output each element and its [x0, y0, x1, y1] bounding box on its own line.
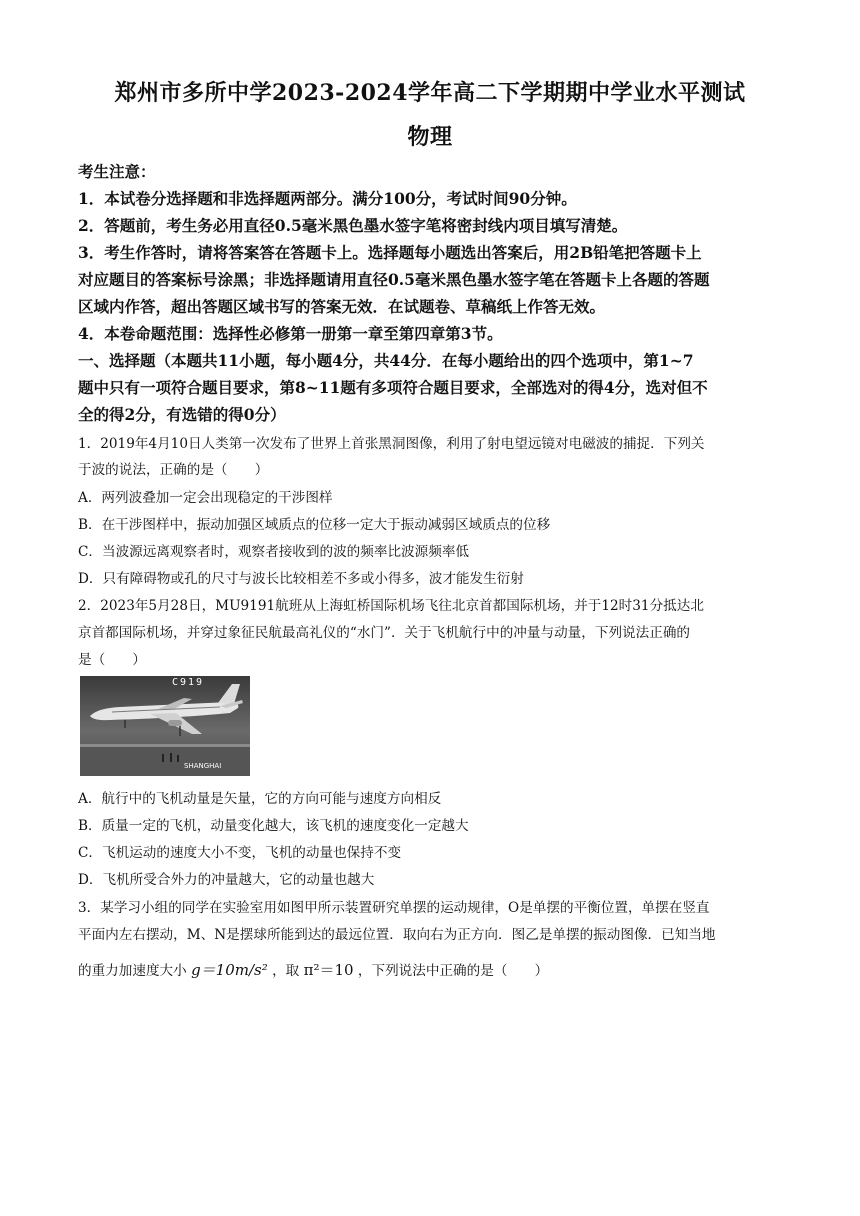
q3-text-c: ，下列说法中正确的是（ ） — [357, 963, 549, 979]
q1-stem-line: 于波的说法，正确的是（ ） — [78, 462, 269, 478]
q2-option-b: B．质量一定的飞机，动量变化越大，该飞机的速度变化一定越大 — [78, 818, 469, 834]
q3-stem-line: 3．某学习小组的同学在实验室用如图甲所示装置研究单摆的运动规律，O是单摆的平衡位置，单摆在竖直 — [78, 900, 710, 916]
q1-option-a: A．两列波叠加一定会出现稳定的干涉图样 — [78, 490, 333, 506]
notice-line: 区域内作答，超出答题区域书写的答案无效．在试题卷、草稿纸上作答无效。 — [78, 297, 606, 316]
q2-option-a: A．航行中的飞机动量是矢量，它的方向可能与速度方向相反 — [78, 791, 442, 807]
gravity-formula: g＝10m/s² — [191, 961, 268, 979]
notice-line: 4．本卷命题范围：选择性必修第一册第一章至第四章第3节。 — [78, 324, 503, 343]
section-heading-line: 题中只有一项符合题目要求，第8~11题有多项符合题目要求，全部选对的得4分，选对但不 — [78, 378, 708, 397]
q1-option-b: B．在干涉图样中，振动加强区域质点的位移一定大于振动减弱区域质点的位移 — [78, 517, 551, 533]
notice-line: 2．答题前，考生务必用直径0.5毫米黑色墨水签字笔将密封线内项目填写清楚。 — [78, 216, 628, 235]
notice-line: 对应题目的答案标号涂黑；非选择题请用直径0.5毫米黑色墨水签字笔在答题卡上各题的答题 — [78, 270, 710, 289]
section-heading-line: 全的得2分，有选错的得0分） — [78, 405, 286, 424]
q3-text-b: ，取 — [272, 963, 300, 979]
notice-line: 3．考生作答时，请将答案答在答题卡上。选择题每小题选出答案后，用2B铅笔把答题卡上 — [78, 243, 702, 262]
photo-banner-text: C919 — [172, 677, 205, 688]
section-heading-line: 一、选择题（本题共11小题，每小题4分，共44分．在每小题给出的四个选项中，第1~7 — [78, 351, 694, 370]
notice-line: 1．本试卷分选择题和非选择题两部分。满分100分，考试时间90分钟。 — [78, 189, 577, 208]
q3-stem-line: 平面内左右摆动，M、N是摆球所能到达的最远位置．取向右为正方向．图乙是单摆的振动图像．已知当地 — [78, 927, 716, 943]
pi-formula: π²＝10 — [303, 961, 354, 979]
notice-heading: 考生注意： — [78, 162, 156, 181]
q2-option-d: D．飞机所受合外力的冲量越大，它的动量也越大 — [78, 872, 375, 888]
photo-caption-text: SHANGHAI — [184, 762, 222, 770]
q2-stem-line: 是（ ） — [78, 652, 146, 668]
q2-stem-line: 京首都国际机场，并穿过象征民航最高礼仪的“水门”．关于飞机航行中的冲量与动量，下列说法正确的 — [78, 625, 691, 641]
q1-option-c: C．当波源远离观察者时，观察者接收到的波的频率比波源频率低 — [78, 544, 470, 560]
q2-stem-line: 2．2023年5月28日，MU9191航班从上海虹桥国际机场飞往北京首都国际机场，并于12时31分抵达北 — [78, 598, 704, 614]
airplane-photo — [80, 676, 250, 776]
exam-title: 郑州市多所中学2023-2024学年高二下学期期中学业水平测试 — [114, 80, 746, 106]
q2-option-c: C．飞机运动的速度大小不变，飞机的动量也保持不变 — [78, 845, 402, 861]
q1-option-d: D．只有障碍物或孔的尺寸与波长比较相差不多或小得多，波才能发生衍射 — [78, 571, 524, 587]
q1-stem-line: 1．2019年4月10日人类第一次发布了世界上首张黑洞图像，利用了射电望远镜对电磁波的捕捉．下列关 — [78, 436, 705, 452]
subject-title: 物理 — [407, 124, 453, 150]
q3-text-a: 的重力加速度大小 — [78, 963, 187, 979]
q3-stem-last-line — [78, 959, 786, 980]
